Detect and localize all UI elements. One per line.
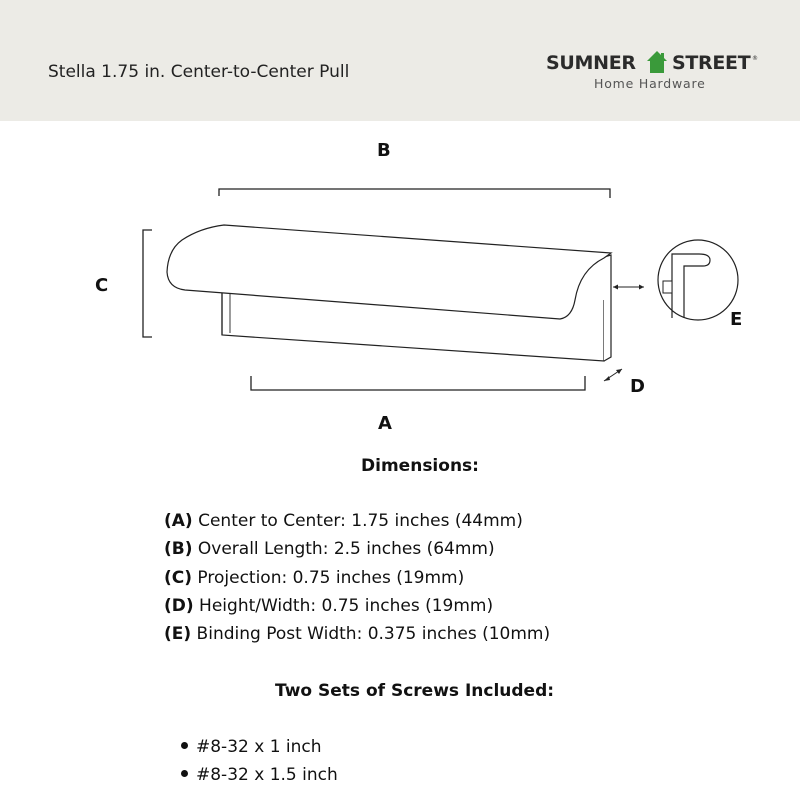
bullet-icon [181, 770, 188, 777]
screws-heading: Two Sets of Screws Included: [275, 681, 555, 701]
dimension-item-e: (E) Binding Post Width: 0.375 inches (10mm) [164, 624, 551, 645]
dimension-arrow-d [604, 369, 622, 381]
dimension-item-b: (B) Overall Length: 2.5 inches (64mm) [164, 539, 495, 560]
header-banner [0, 0, 800, 121]
dimension-item-c: (C) Projection: 0.75 inches (19mm) [164, 567, 465, 588]
bullet-icon [181, 742, 188, 749]
screw-item: #8-32 x 1.5 inch [181, 765, 338, 793]
registered-mark: ® [752, 55, 758, 62]
label-b: B [377, 140, 391, 161]
dimensions-list [164, 511, 550, 652]
pull-dimension-diagram [0, 121, 800, 441]
label-e: E [730, 309, 743, 330]
dimension-item-d: (D) Height/Width: 0.75 inches (19mm) [164, 595, 494, 616]
dimension-item-a: (A) Center to Center: 1.75 inches (44mm) [164, 511, 523, 531]
brand-name-part1: SUMNER [546, 52, 636, 74]
product-title: Stella 1.75 in. Center-to-Center Pull [48, 62, 350, 82]
dimension-bracket-c [143, 230, 152, 337]
house-icon [646, 50, 668, 74]
label-d: D [630, 376, 645, 397]
screw-item: #8-32 x 1 inch [181, 737, 338, 765]
pull-drawing [167, 225, 611, 361]
profile-detail-circle [658, 240, 738, 320]
brand-subtitle: Home Hardware [594, 76, 706, 91]
dimensions-heading: Dimensions: [361, 456, 479, 476]
label-a: A [378, 413, 392, 434]
label-c: C [95, 275, 109, 296]
brand-name-part2: STREET [672, 52, 751, 74]
screws-list [181, 737, 338, 793]
dimension-arrow-e [613, 285, 644, 290]
dimension-bracket-a [251, 376, 585, 390]
dimension-bracket-b [219, 189, 610, 198]
